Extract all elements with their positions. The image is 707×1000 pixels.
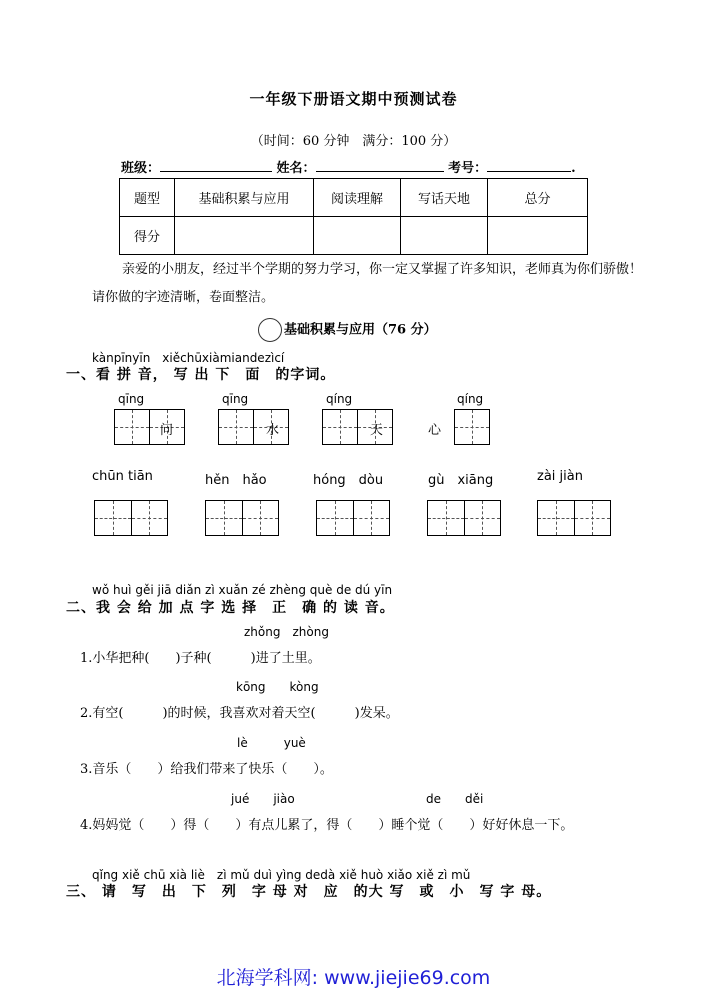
q1-title: 一、看 拼 音， 写 出 下 面 的字词。	[66, 367, 336, 383]
q1-word-pinyin: hóng dòu	[313, 473, 384, 488]
q1-word-pinyin: chūn tiān	[92, 469, 153, 484]
score-table-header	[120, 179, 588, 217]
writing-grid[interactable]	[454, 409, 490, 445]
score-cell[interactable]	[175, 217, 314, 255]
writing-grid-double[interactable]	[316, 500, 390, 536]
q1-word-pinyin: gù xiāng	[428, 473, 494, 488]
page-title: 一年级下册语文期中预测试卷	[249, 90, 458, 108]
exam-subtitle: （时间：60 分钟 满分：100 分）	[250, 134, 457, 149]
q1-word-pinyin: hěn hǎo	[205, 473, 267, 488]
q1-pinyin-3: qíng	[326, 392, 353, 406]
score-cell[interactable]	[401, 217, 488, 255]
score-header-cell: 总分	[488, 179, 588, 217]
intro-paragraph	[92, 256, 682, 284]
class-field[interactable]	[160, 159, 272, 172]
writing-grid[interactable]	[218, 409, 254, 445]
q2-item1: 1.小华把种( )子种( )进了土里。	[80, 651, 321, 666]
q1-pinyin-4: qíng	[457, 392, 484, 406]
student-info-line: 班级： 姓名： 考号： .	[121, 161, 576, 176]
q2-item2-pinyin: kōng kòng	[236, 680, 319, 694]
writing-grid[interactable]	[114, 409, 150, 445]
writing-grid-double[interactable]	[94, 500, 168, 536]
section-emblem-icon	[258, 318, 282, 342]
q2-title: 二、我 会 给 加 点 字 选 择 正 确 的 读 音。	[66, 600, 395, 616]
q1-char-2: 水	[266, 423, 280, 438]
score-table	[119, 178, 588, 255]
q1-char-3: 天	[370, 423, 384, 438]
section-title: 基础积累与应用（76 分）	[284, 322, 437, 338]
writing-grid[interactable]	[322, 409, 358, 445]
score-header-cell: 写话天地	[401, 179, 488, 217]
score-cell[interactable]	[314, 217, 401, 255]
q1-word-pinyin: zài jiàn	[537, 469, 583, 484]
number-label: 考号：	[448, 161, 488, 176]
score-cell[interactable]	[488, 217, 588, 255]
q2-pinyin: wǒ huì gěi jiā diǎn zì xuǎn zé zhèng què de dú yīn	[92, 583, 393, 597]
name-label: 姓名：	[276, 161, 316, 176]
q2-item3: 3.音乐（ ）给我们带来了快乐（ ）。	[80, 762, 333, 777]
q2-item4-pinyin-b: de děi	[426, 792, 484, 806]
class-label: 班级：	[121, 161, 161, 176]
footer-site[interactable]: 北海学科网: www.jiejie69.com	[216, 967, 491, 989]
score-header-cell: 基础积累与应用	[175, 179, 314, 217]
q1-pinyin-1: qīng	[118, 392, 145, 406]
q3-title: 三、 请 写 出 下 列 字 母 对 应 的大 写 或 小 写 字 母。	[66, 884, 552, 900]
intro-line-2: 请你做的字迹清晰，卷面整洁。	[92, 290, 275, 305]
section-heading	[258, 318, 437, 342]
q3-pinyin: qǐng xiě chū xià liè zì mǔ duì yìng dedà xiě huò xiǎo xiě zì mǔ	[92, 868, 471, 882]
q2-item1-pinyin: zhǒng zhòng	[244, 625, 329, 639]
intro-line-1: 亲爱的小朋友，经过半个学期的努力学习，你一定又掌握了许多知识，老师真为你们骄傲！	[122, 262, 643, 277]
q1-pinyin-2: qīng	[222, 392, 249, 406]
score-row-label: 得分	[120, 217, 175, 255]
score-header-cell: 题型	[120, 179, 175, 217]
q1-char-1: 问	[160, 423, 174, 438]
number-field[interactable]	[487, 159, 571, 172]
q1-char-4: 心	[428, 423, 442, 438]
intro-paragraph-2	[92, 284, 682, 312]
q2-item4-pinyin-a: jué jiào	[231, 792, 295, 806]
score-header-cell: 阅读理解	[314, 179, 401, 217]
writing-grid-double[interactable]	[427, 500, 501, 536]
q2-item2: 2.有空( )的时候，我喜欢对着天空( )发呆。	[80, 706, 399, 721]
q2-item4: 4.妈妈觉（ ）得（ ）有点儿累了，得（ ）睡个觉（ ）好好休息一下。	[80, 818, 574, 833]
q1-pinyin: kànpīnyīn xiěchūxiàmiandezìcí	[92, 351, 285, 365]
score-table-row	[120, 217, 588, 255]
q2-item3-pinyin: lè yuè	[237, 736, 306, 750]
writing-grid-double[interactable]	[537, 500, 611, 536]
name-field[interactable]	[316, 159, 444, 172]
writing-grid-double[interactable]	[205, 500, 279, 536]
